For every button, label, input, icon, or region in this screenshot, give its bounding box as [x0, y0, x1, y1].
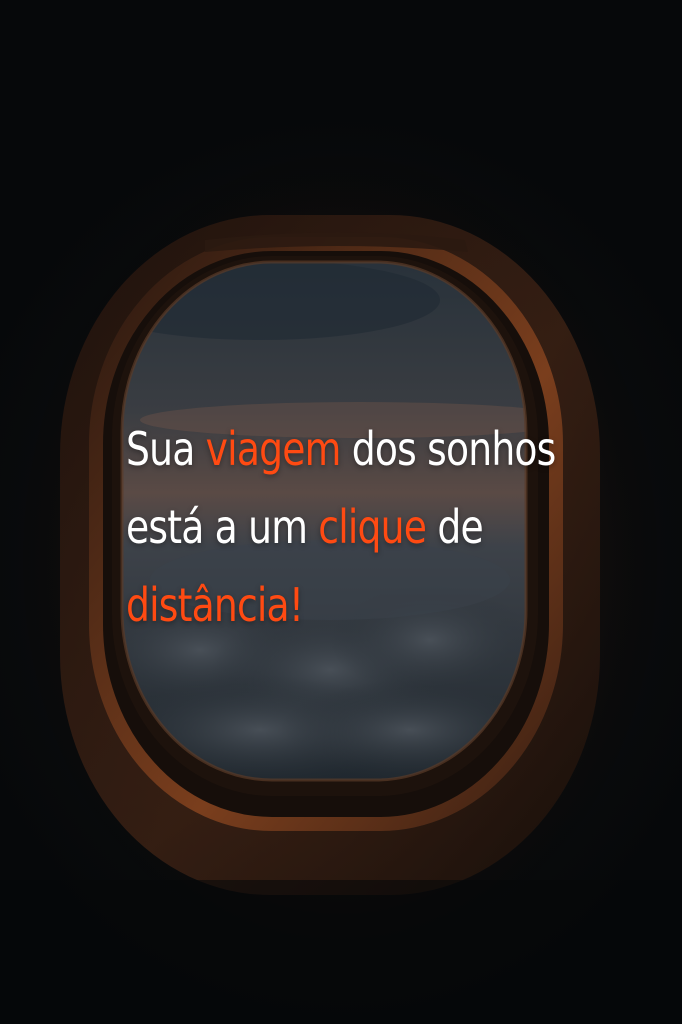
headline-accent-word: viagem: [205, 422, 341, 476]
headline-text: de: [426, 500, 483, 554]
headline-accent-word: clique: [318, 500, 427, 554]
headline-line-3: [126, 566, 552, 644]
headline-accent-word: distância!: [126, 578, 304, 632]
headline-text: dos sonhos: [340, 422, 556, 476]
headline-line-2: [126, 488, 552, 566]
headline-text: está a um: [126, 500, 319, 554]
headline-line-1: [126, 410, 556, 488]
headline-text: Sua: [126, 422, 206, 476]
headline: [126, 410, 556, 644]
